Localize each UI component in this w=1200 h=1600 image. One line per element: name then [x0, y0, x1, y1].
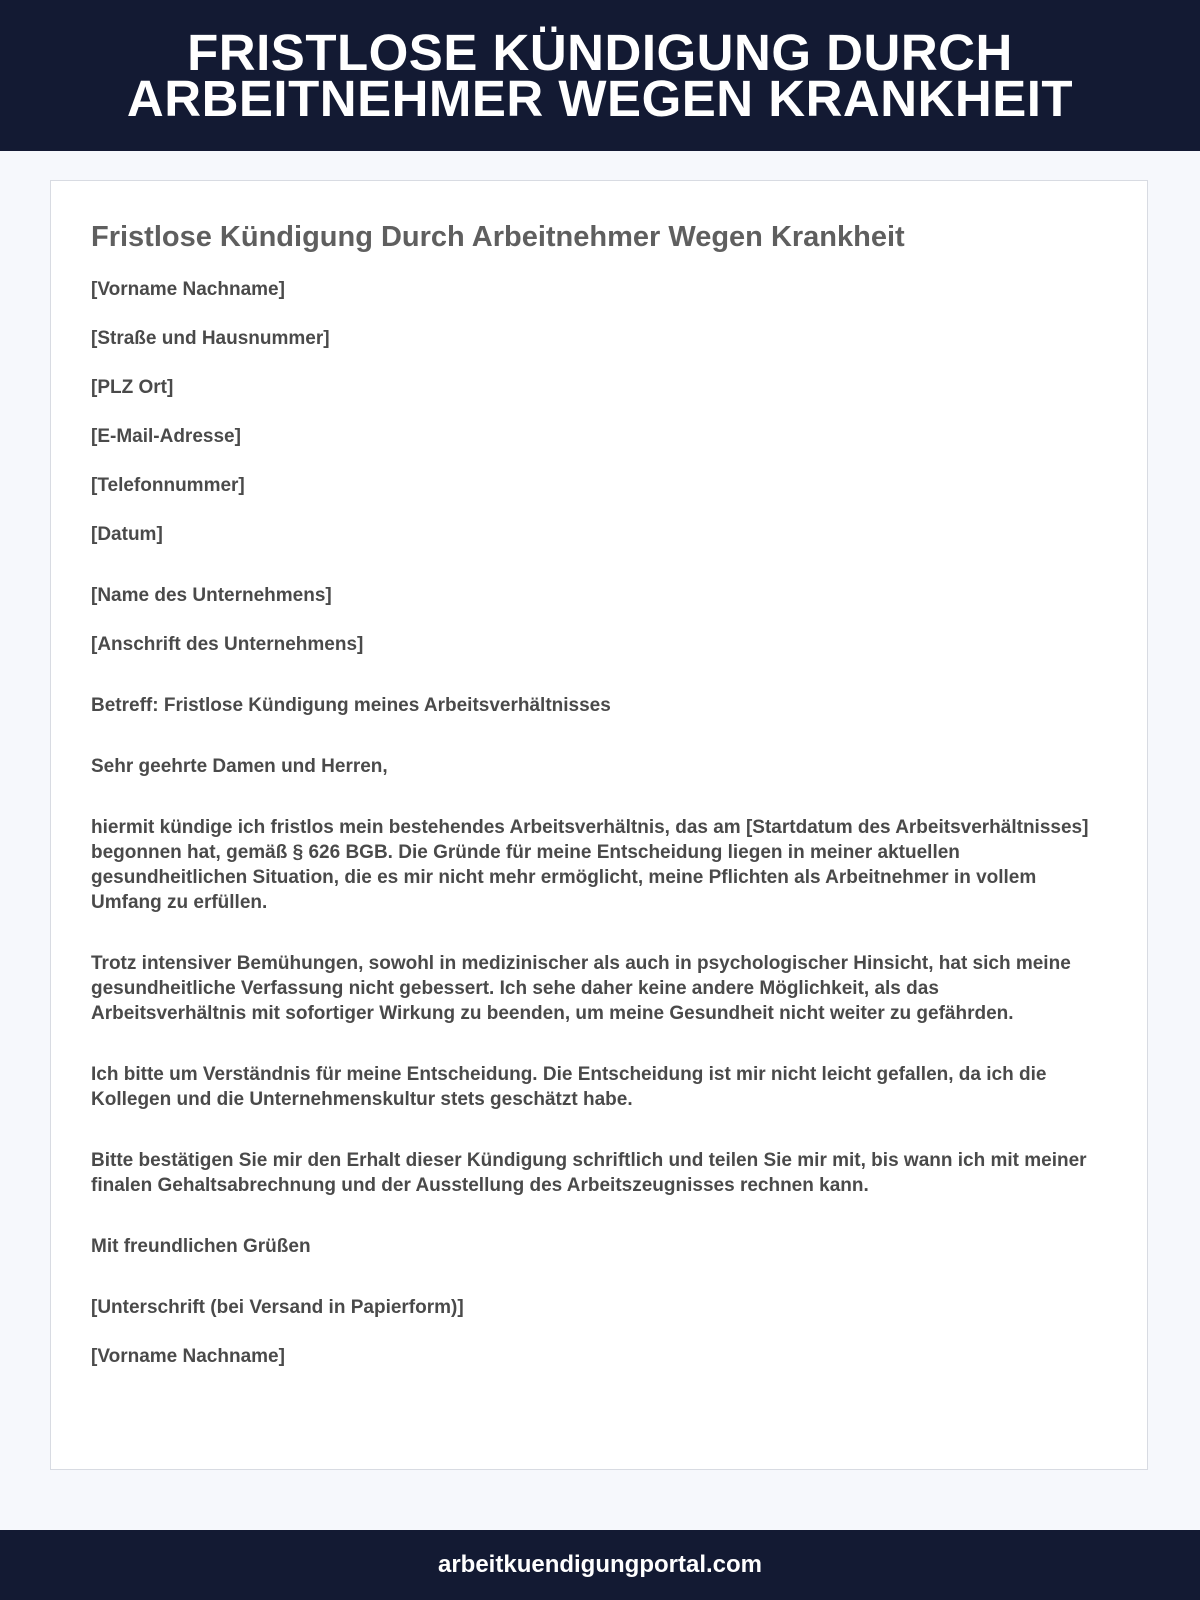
body-paragraph-2: Trotz intensiver Bemühungen, sowohl in medizinischer als auch in psychologischer Hinsicht, hat sich meine gesundheitliche Verfassung nicht gebessert. Ich sehe daher keine andere Möglichkeit, als das Arbeitsverhältnis mit sofortiger Wirkung zu beenden, um meine Gesundheit nicht weiter zu gefährden. [91, 953, 1071, 1024]
letter-closing: Mit freundlichen Grüßen [91, 1236, 311, 1257]
footer-site-name: arbeitkuendigungportal.com [437, 1551, 763, 1578]
body-paragraph-3: Ich bitte um Verständnis für meine Entscheidung. Die Entscheidung ist mir nicht leicht gefallen, da ich die Kollegen und die Unternehmenskultur stets geschätzt habe. [91, 1064, 1047, 1110]
body-paragraph-4: Bitte bestätigen Sie mir den Erhalt dieser Kündigung schriftlich und teilen Sie mir mit, bis wann ich mit meiner finalen Gehaltsabrechnung und der Ausstellung des Arbeitszeugnisses rechnen kann. [91, 1150, 1087, 1196]
letter-date: [Datum] [91, 524, 163, 545]
sender-name: [Vorname Nachname] [91, 279, 285, 300]
body-paragraph-1: hiermit kündige ich fristlos mein bestehendes Arbeitsverhältnis, das am [Startdatum des Arbeitsverhältnisses] begonnen hat, gemäß § 626 BGB. Die Gründe für meine Entscheidung liegen in meiner aktuellen gesundheitlichen Situation, die es mir nicht mehr ermöglicht, meine Pflichten als Arbeitnehmer in vollem Umfang zu erfüllen. [91, 817, 1089, 913]
sender-phone: [Telefonnummer] [91, 475, 245, 496]
page-footer [0, 1530, 1200, 1600]
recipient-address: [Anschrift des Unternehmens] [91, 634, 364, 655]
sender-email: [E-Mail-Adresse] [91, 426, 241, 447]
page-header [0, 0, 1200, 151]
sender-street: [Straße und Hausnummer] [91, 328, 330, 349]
sender-city: [PLZ Ort] [91, 377, 174, 398]
letter-subject: Betreff: Fristlose Kündigung meines Arbeitsverhältnisses [91, 695, 611, 716]
signature-placeholder: [Unterschrift (bei Versand in Papierform)] [91, 1297, 464, 1318]
recipient-company: [Name des Unternehmens] [91, 585, 332, 606]
letter-card [50, 180, 1148, 1470]
document-title: Fristlose Kündigung Durch Arbeitnehmer Wegen Krankheit [91, 221, 905, 253]
page-title: FRISTLOSE KÜNDIGUNG DURCH ARBEITNEHMER WEGEN KRANKHEIT [126, 23, 1074, 127]
letter-salutation: Sehr geehrte Damen und Herren, [91, 756, 388, 777]
signer-name: [Vorname Nachname] [91, 1346, 285, 1367]
